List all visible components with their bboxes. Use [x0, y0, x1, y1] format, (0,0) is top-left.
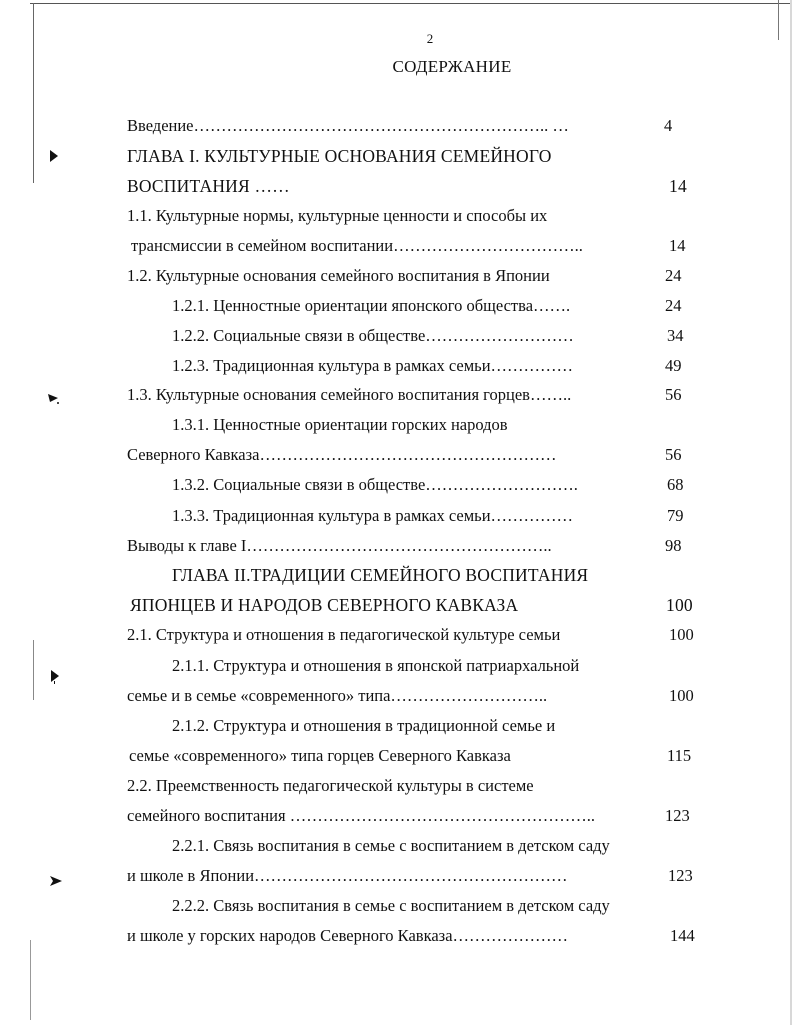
scan-edge-top: [30, 3, 790, 4]
toc-entry-text: 2.1. Структура и отношения в педагогической культуре семьи: [127, 625, 561, 644]
toc-entry-1-1-cont: [0, 234, 794, 258]
toc-entry-2-2-1-cont: [0, 864, 794, 888]
toc-entry-2-1-2-cont: [0, 744, 794, 768]
toc-entry-text: 1.3.1. Ценностные ориентации горских народов: [172, 415, 508, 434]
toc-entry-page: 79: [667, 506, 684, 525]
toc-entry-2-2-cont: [0, 804, 794, 828]
toc-entry-2-1-1: [0, 654, 794, 678]
toc-entry-page: 56: [665, 445, 682, 464]
scan-edge-left-bottom: [30, 940, 31, 1020]
toc-entry-text: 2.2.1. Связь воспитания в семье с воспитанием в детском саду: [172, 836, 610, 855]
toc-entry-page: 115: [667, 746, 692, 765]
toc-entry-1-2: [0, 264, 794, 288]
toc-entry-text: 1.2.1. Ценностные ориентации японского общества…….: [172, 296, 571, 315]
toc-entry-page: 56: [665, 385, 682, 404]
toc-entry-text: Северного Кавказа………………………………………………: [127, 445, 557, 464]
toc-title: СОДЕРЖАНИЕ: [392, 57, 512, 76]
toc-entry-1-3: [0, 383, 794, 407]
toc-entry-text: 1.3.3. Традиционная культура в рамках семьи……………: [172, 506, 574, 525]
toc-entry-text: 1.3.2. Социальные связи в обществе……………………….: [172, 475, 578, 494]
toc-entry-1-3-3: [0, 504, 794, 528]
toc-entry-1-3-1-cont: [0, 443, 794, 467]
toc-entry-page: 24: [665, 296, 682, 315]
toc-entry-chapter-2-cont: [0, 593, 794, 617]
toc-entry-2-1: [0, 623, 794, 647]
toc-entry-page: 100: [669, 625, 694, 644]
toc-entry-page: 123: [668, 866, 693, 885]
toc-entry-1-1: [0, 204, 794, 228]
toc-entry-1-2-1: [0, 294, 794, 318]
toc-entry-2-2-1: [0, 834, 794, 858]
toc-entry-text: семье «современного» типа горцев Северного Кавказа: [129, 746, 511, 765]
toc-entry-page: 24: [665, 266, 682, 285]
toc-entry-text: 2.1.2. Структура и отношения в традиционной семье и: [172, 716, 556, 735]
toc-entry-2-2: [0, 774, 794, 798]
toc-entry-page: 34: [667, 326, 684, 345]
toc-entry-page: 68: [667, 475, 684, 494]
toc-entry-page: 123: [665, 806, 690, 825]
toc-entry-page: 4: [664, 116, 673, 135]
toc-entry-page: 144: [670, 926, 695, 945]
toc-entry-2-2-2-cont: [0, 924, 794, 948]
toc-entry-text: 1.1. Культурные нормы, культурные ценности и способы их: [127, 206, 548, 225]
toc-entry-text: 1.2.3. Традиционная культура в рамках семьи……………: [172, 356, 574, 375]
toc-entry-text: трансмиссии в семейном воспитании……………………………..: [131, 236, 583, 255]
toc-entry-page: 49: [665, 356, 682, 375]
toc-entry-1-2-2: [0, 324, 794, 348]
toc-entry-1-3-1: [0, 413, 794, 437]
toc-entry-text: Выводы к главе I………………………………………………..: [127, 536, 552, 555]
toc-entry-2-1-1-cont: [0, 684, 794, 708]
toc-entry-2-1-2: [0, 714, 794, 738]
toc-entry-page: 98: [665, 536, 682, 555]
toc-entry-2-2-2: [0, 894, 794, 918]
toc-entry-text: и школе в Японии…………………………………………………: [127, 866, 568, 885]
toc-entry-text: 2.2. Преемственность педагогической культуры в системе: [127, 776, 534, 795]
toc-entry-text: ГЛАВА II.ТРАДИЦИИ СЕМЕЙНОГО ВОСПИТАНИЯ: [172, 565, 589, 585]
toc-entry-text: 2.1.1. Структура и отношения в японской патриархальной: [172, 656, 580, 675]
toc-entry-text: 2.2.2. Связь воспитания в семье с воспитанием в детском саду: [172, 896, 610, 915]
toc-entry-page: 14: [669, 236, 686, 255]
toc-entry-text: и школе у горских народов Северного Кавказа…………………: [127, 926, 569, 945]
toc-entry-chapter-1-cont: [0, 174, 794, 198]
toc-entry-text: ЯПОНЦЕВ И НАРОДОВ СЕВЕРНОГО КАВКАЗА: [130, 595, 519, 615]
toc-entry-text: 1.3. Культурные основания семейного воспитания горцев……..: [127, 385, 572, 404]
toc-entry-text: семье и в семье «современного» типа………………………..: [127, 686, 548, 705]
toc-entry-1-2-3: [0, 354, 794, 378]
toc-entry-page: 14: [669, 176, 687, 196]
toc-entry-conclusions-1: [0, 534, 794, 558]
toc-entry-text: 1.2. Культурные основания семейного воспитания в Японии: [127, 266, 550, 285]
toc-entry-1-3-2: [0, 473, 794, 497]
toc-entry-page: 100: [669, 686, 694, 705]
toc-entry-chapter-2: [0, 563, 794, 587]
toc-entry-text: семейного воспитания ………………………………………………..: [127, 806, 595, 825]
toc-entry-text: Введение……………………………………………………….. …: [127, 116, 569, 135]
toc-entry-text: ВОСПИТАНИЯ ……: [127, 176, 290, 196]
page-number: 2: [426, 31, 434, 46]
toc-entry-text: ГЛАВА I. КУЛЬТУРНЫЕ ОСНОВАНИЯ СЕМЕЙНОГО: [127, 146, 552, 166]
toc-entry-page: 100: [666, 595, 693, 615]
toc-entry-introduction: [0, 114, 794, 138]
toc-entry-text: 1.2.2. Социальные связи в обществе………………………: [172, 326, 574, 345]
toc-entry-chapter-1: [0, 144, 794, 168]
